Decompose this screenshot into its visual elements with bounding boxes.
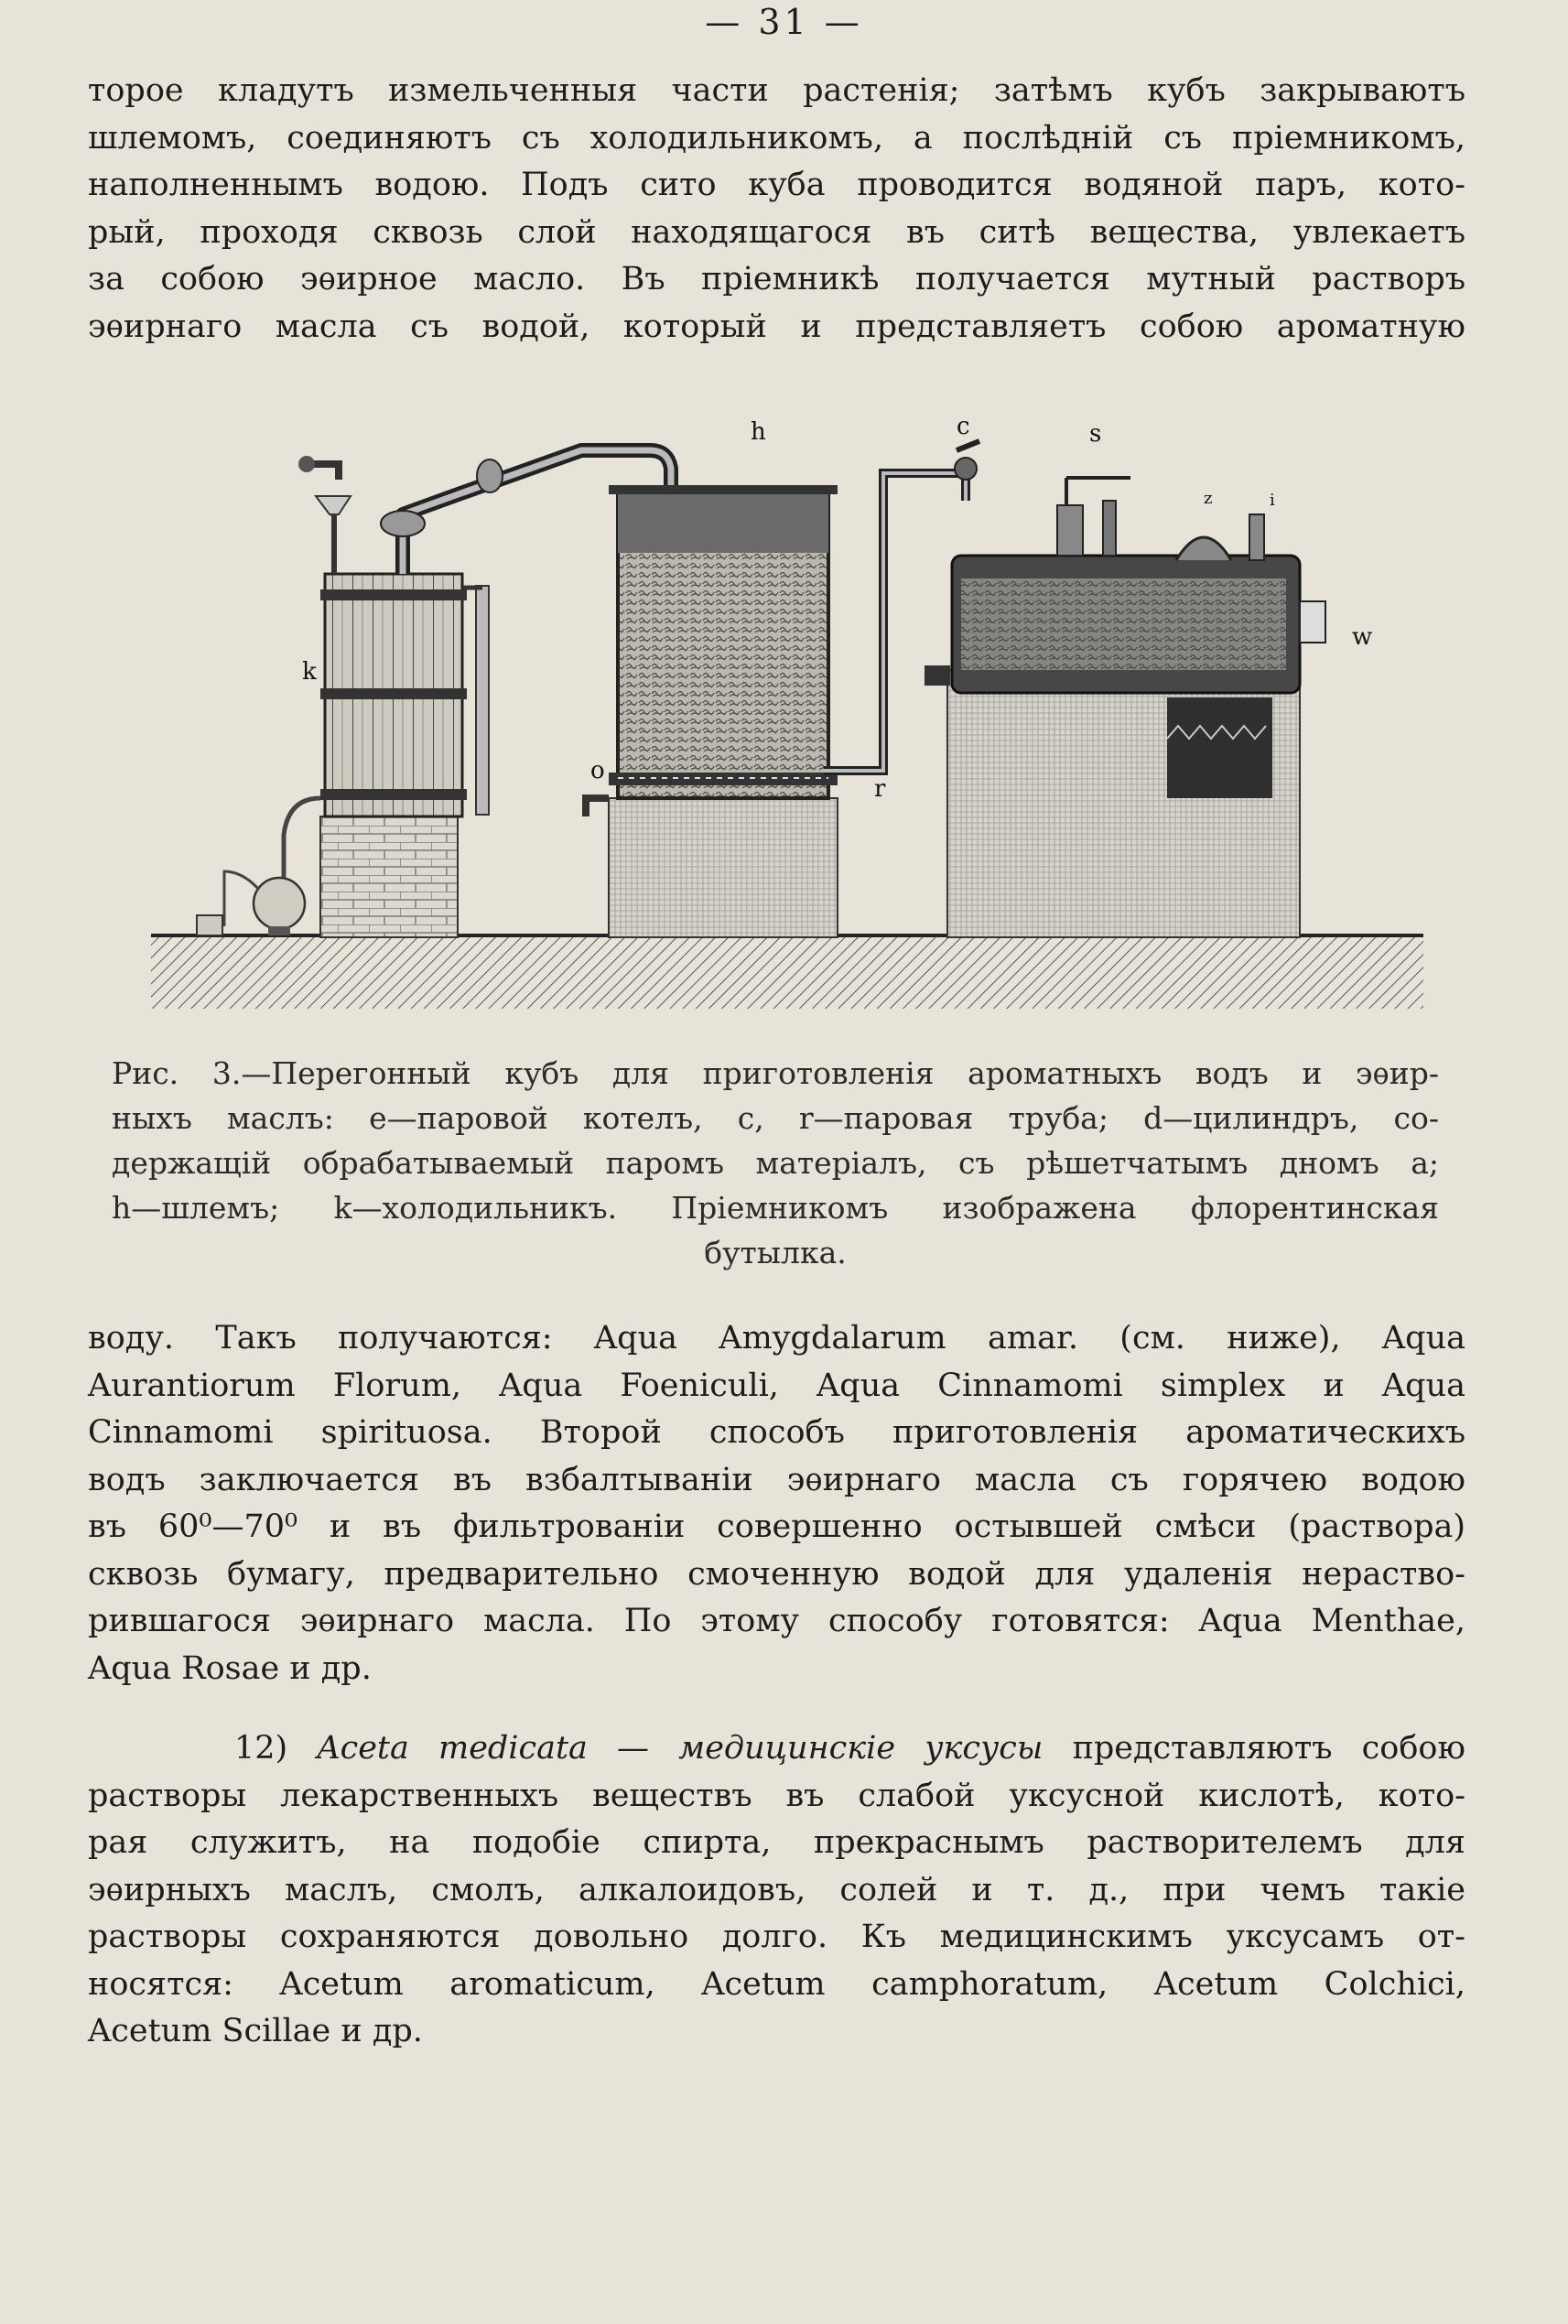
caption-line: Рис. 3.—Перегонный кубъ для приготовленія ароматныхъ водъ и эѳир-	[112, 1055, 1439, 1091]
text-line: эѳирныхъ маслъ, смолъ, алкалоидовъ, солей и т. д., при чемъ такіе	[88, 1871, 1465, 1908]
text-line: шлемомъ, соединяютъ съ холодильникомъ, а послѣдній съ пріемникомъ,	[88, 119, 1465, 157]
cylinder-d	[586, 485, 838, 937]
text-line: Cinnamomi spirituosa. Второй способъ приготовленія ароматическихъ	[88, 1414, 1465, 1451]
text-line: рый, проходя сквозь слой находящагося въ ситѣ вещества, увлекаетъ	[88, 213, 1465, 251]
text-line: растворы лекарственныхъ веществъ въ слабой уксусной кислотѣ, кото-	[88, 1777, 1465, 1814]
caption-line: ныхъ маслъ: e—паровой котелъ, c, r—паровая труба; d—цилиндръ, со-	[112, 1100, 1439, 1136]
paragraph-medicated-vinegars	[88, 1725, 1465, 2056]
text-line: растворы сохраняются довольно долго. Къ медицинскимъ уксусамъ от-	[88, 1919, 1465, 1955]
text-line: водъ заключается въ взбалтываніи эѳирнаго масла съ горячею водою	[88, 1461, 1465, 1498]
caption-line: бутылка.	[704, 1235, 847, 1270]
text-line: Aurantiorum Florum, Aqua Foeniculi, Aqua Cinnamomi simplex и Aqua	[88, 1367, 1465, 1404]
label-c: c	[957, 414, 970, 440]
figure-caption	[112, 1051, 1439, 1275]
text-line: Acetum Scillae и др.	[88, 2013, 423, 2049]
text-line: въ 60⁰—70⁰ и въ фильтрованіи совершенно остывшей смѣси (раствора)	[88, 1508, 1465, 1545]
label-h: h	[751, 418, 766, 446]
page-number: — 31 —	[705, 2, 863, 42]
label-i: i	[1270, 491, 1275, 510]
text-line: за собою эѳирное масло. Въ пріемникѣ получается мутный растворъ	[88, 261, 1465, 297]
text-line: носятся: Acetum aromaticum, Acetum camphoratum, Acetum Colchici,	[88, 1965, 1465, 2003]
text-line: торое кладутъ измельченныя части растенія; затѣмъ кубъ закрываютъ	[88, 72, 1465, 109]
text-line: воду. Такъ получаются: Aqua Amygdalarum amar. (см. ниже), Aqua	[88, 1320, 1465, 1357]
florentine-flask	[197, 798, 320, 935]
text-line: сквозь бумагу, предварительно смоченную водой для удаленія нераство-	[88, 1555, 1465, 1593]
section-number: 12)	[234, 1730, 288, 1767]
text-line: рившагося эѳирнаго масла. По этому способу готовятся: Aqua Menthae,	[88, 1603, 1465, 1639]
section-title-latin: Aceta medicata	[317, 1730, 588, 1767]
apparatus-illustration	[151, 414, 1433, 1036]
label-w: w	[1352, 623, 1373, 651]
section-heading-line	[88, 1725, 1465, 1773]
text-line: наполненнымъ водою. Подъ сито куба проводится водяной паръ, кото-	[88, 167, 1465, 203]
paragraph-aromatic-waters	[88, 1315, 1465, 1692]
distillation-apparatus-figure	[151, 414, 1433, 1036]
floor	[151, 935, 1423, 1009]
text-line: рая служитъ, на подобіе спирта, прекраснымъ растворителемъ для	[88, 1824, 1465, 1861]
label-s: s	[1089, 420, 1102, 448]
text-line: Aqua Rosae и др.	[88, 1649, 372, 1687]
section-first-line-rest: представляютъ собою	[1072, 1730, 1465, 1767]
label-r: r	[874, 775, 886, 803]
section-title-russian: — медицинскіе уксусы	[617, 1730, 1044, 1767]
caption-line: держащій обрабатываемый паромъ матеріалъ, съ рѣшетчатымъ дномъ a;	[112, 1145, 1439, 1181]
label-o: o	[590, 757, 605, 784]
paragraph-top	[88, 68, 1465, 351]
label-k: k	[302, 658, 317, 686]
label-z: z	[1204, 489, 1213, 508]
text-line: эѳирнаго масла съ водой, который и представляетъ собою ароматную	[88, 308, 1465, 345]
steam-boiler-e	[925, 478, 1325, 937]
caption-line: h—шлемъ; k—холодильникъ. Пріемникомъ изображена флорентинская	[112, 1190, 1439, 1226]
